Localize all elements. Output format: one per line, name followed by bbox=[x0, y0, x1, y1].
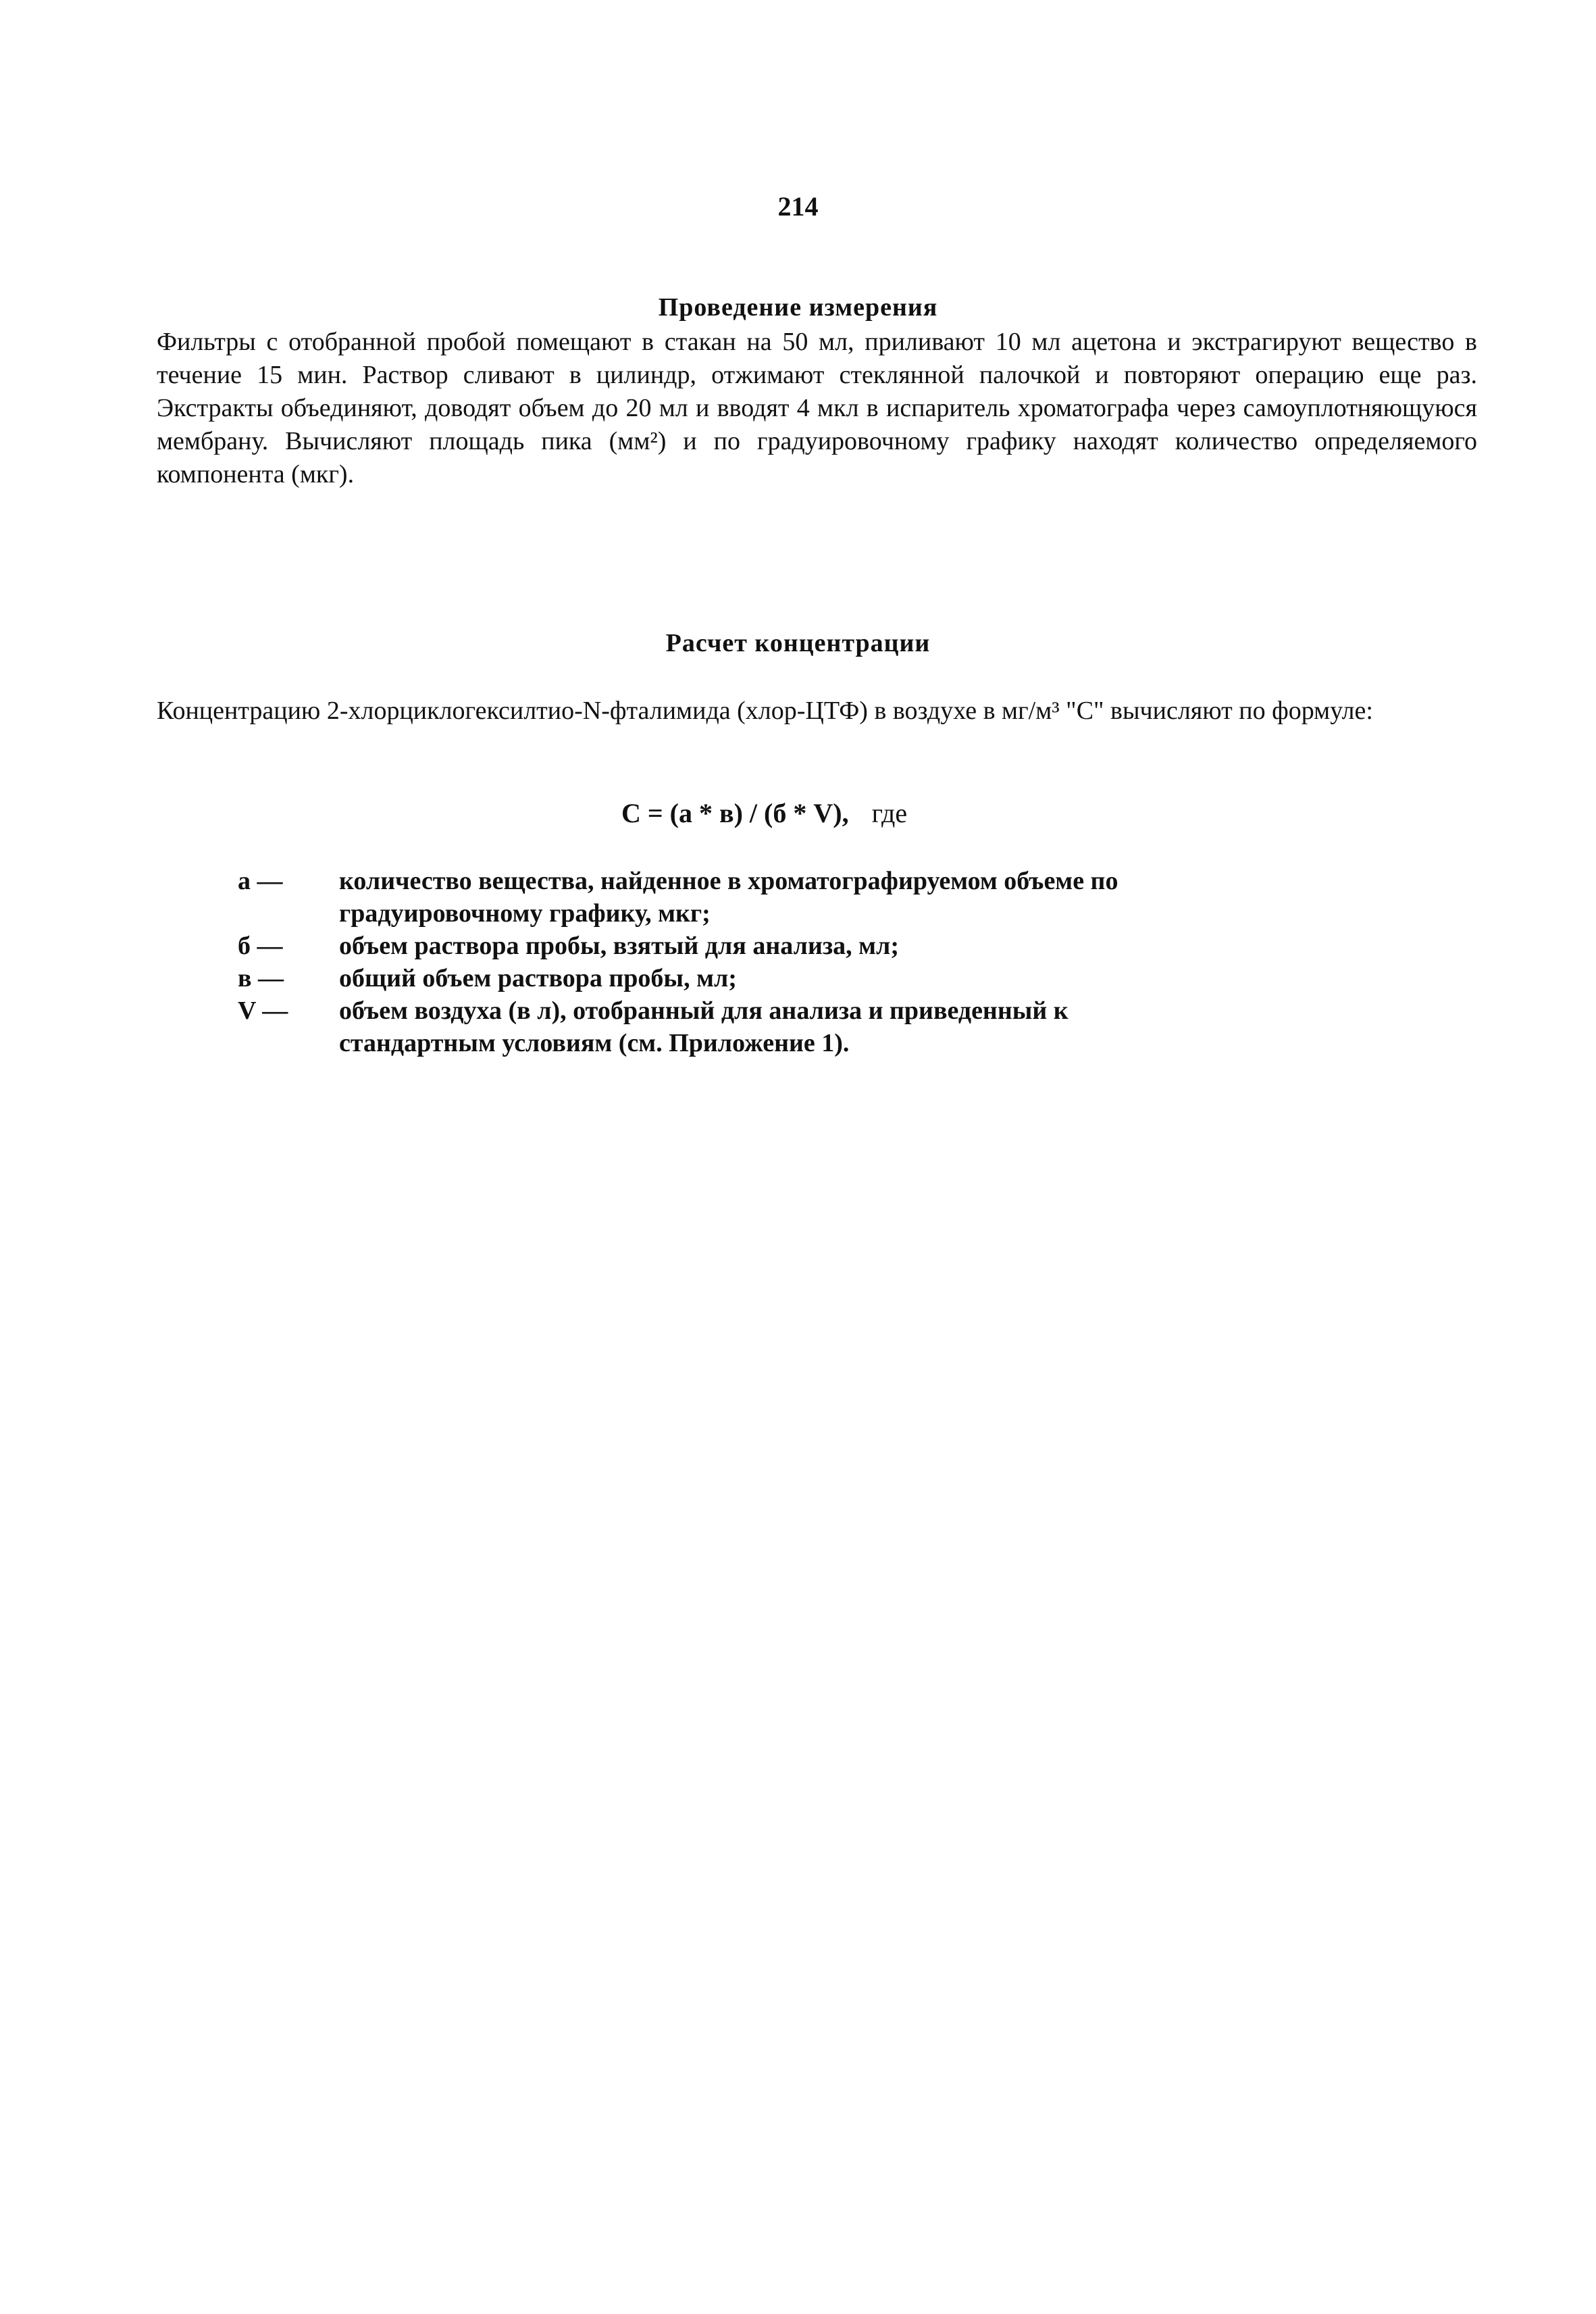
definition-row bbox=[238, 930, 1183, 962]
definition-row bbox=[238, 865, 1183, 930]
page-number: 214 bbox=[777, 191, 819, 222]
definition-symbol: а — bbox=[238, 867, 283, 895]
variable-definitions bbox=[238, 865, 1183, 1059]
formula-expression: С = (а * в) / (б * V), bbox=[621, 798, 849, 828]
definition-row bbox=[238, 995, 1183, 1059]
definition-symbol: V — bbox=[238, 997, 288, 1025]
section-title-measurement: Проведение измерения bbox=[658, 293, 938, 322]
measurement-paragraph: Фильтры с отобранной пробой помещают в стакан на 50 мл, приливают 10 мл ацетона и экстрагируют вещество в течение 15 мин. Раствор сливают в цилиндр, отжимают стеклянной палочкой и повторяют операцию еще раз. Экстракты объединяют, доводят объем до 20 мл и вводят 4 мкл в испаритель хроматографа через самоуплотняющуюся мембрану. Вычисляют площадь пика (мм²) и по градуировочному графику находят количество определяемого компонента (мкг). bbox=[157, 328, 1477, 488]
definition-row bbox=[238, 962, 1183, 995]
definition-text: количество вещества, найденное в хроматографируемом объеме по градуировочному графику, мкг; bbox=[339, 867, 1118, 928]
definition-text: общий объем раствора пробы, мл; bbox=[339, 964, 737, 992]
definition-text: объем воздуха (в л), отобранный для анализа и приведенный к стандартным условиям (см. Приложение 1). bbox=[339, 997, 1069, 1057]
concentration-formula bbox=[621, 797, 907, 829]
definition-symbol: в — bbox=[238, 964, 284, 992]
section-title-calculation: Расчет концентрации bbox=[665, 629, 931, 657]
definition-symbol: б — bbox=[238, 932, 283, 960]
calculation-paragraph: Концентрацию 2-хлорциклогексилтио-N-фталимида (хлор-ЦТФ) в воздухе в мг/м³ "С" вычисляют по формуле: bbox=[157, 697, 1373, 725]
formula-where: где bbox=[871, 798, 908, 828]
definition-text: объем раствора пробы, взятый для анализа, мл; bbox=[339, 932, 899, 960]
